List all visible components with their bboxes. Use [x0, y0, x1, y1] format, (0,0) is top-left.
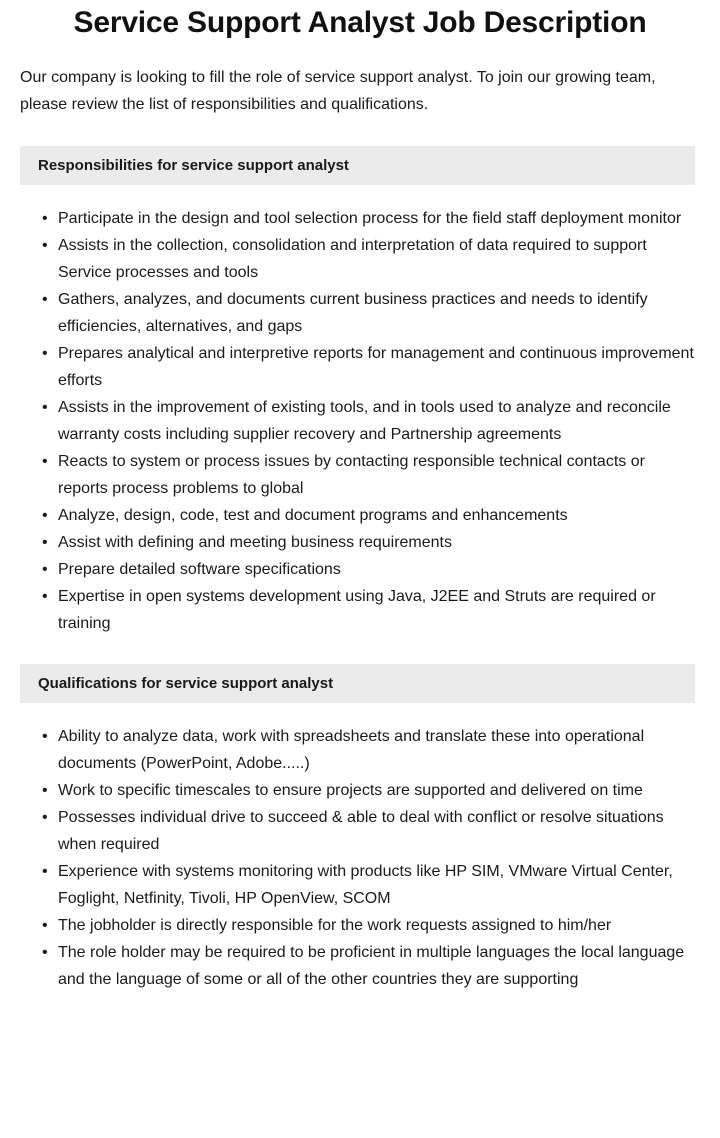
list-item: • Analyze, design, code, test and document programs and enhancements [58, 502, 695, 529]
page-bottom-spacer [0, 993, 720, 1021]
list-item: • Assist with defining and meeting business requirements [58, 529, 695, 556]
section-header-responsibilities [20, 146, 695, 185]
list-item: • Assists in the improvement of existing tools, and in tools used to analyze and reconcile warranty costs including supplier recovery and Partnership agreements [58, 394, 695, 448]
section-responsibilities [0, 146, 720, 637]
list-item: • The role holder may be required to be proficient in multiple languages the local language and the language of some or all of the other countries they are supporting [58, 939, 695, 993]
list-item: • Ability to analyze data, work with spreadsheets and translate these into operational documents (PowerPoint, Adobe.....) [58, 723, 695, 777]
list-item: • Experience with systems monitoring with products like HP SIM, VMware Virtual Center, Foglight, Netfinity, Tivoli, HP OpenView, SCOM [58, 858, 695, 912]
list-item: • Prepares analytical and interpretive reports for management and continuous improvement efforts [58, 340, 695, 394]
qualifications-list [0, 703, 720, 993]
responsibilities-list [0, 185, 720, 637]
section-qualifications [0, 664, 720, 993]
list-item: • Expertise in open systems development using Java, J2EE and Struts are required or training [58, 583, 695, 637]
list-item: • Assists in the collection, consolidation and interpretation of data required to support Service processes and tools [58, 232, 695, 286]
list-item: • Gathers, analyzes, and documents current business practices and needs to identify efficiencies, alternatives, and gaps [58, 286, 695, 340]
list-item: • Reacts to system or process issues by contacting responsible technical contacts or reports process problems to global [58, 448, 695, 502]
page-title: Service Support Analyst Job Description [73, 6, 647, 39]
intro-paragraph: Our company is looking to fill the role of service support analyst. To join our growing team, please review the list of responsibilities and qualifications. [20, 69, 656, 113]
section-heading-label: Responsibilities for service support analyst [38, 156, 349, 174]
list-item: • Work to specific timescales to ensure projects are supported and delivered on time [58, 777, 695, 804]
list-item: • Prepare detailed software specifications [58, 556, 695, 583]
list-item: • The jobholder is directly responsible for the work requests assigned to him/her [58, 912, 695, 939]
section-header-qualifications [20, 664, 695, 703]
section-heading-label: Qualifications for service support analyst [38, 674, 334, 692]
list-item: • Possesses individual drive to succeed & able to deal with conflict or resolve situations when required [58, 804, 695, 858]
list-item: • Participate in the design and tool selection process for the field staff deployment monitor [58, 205, 695, 232]
